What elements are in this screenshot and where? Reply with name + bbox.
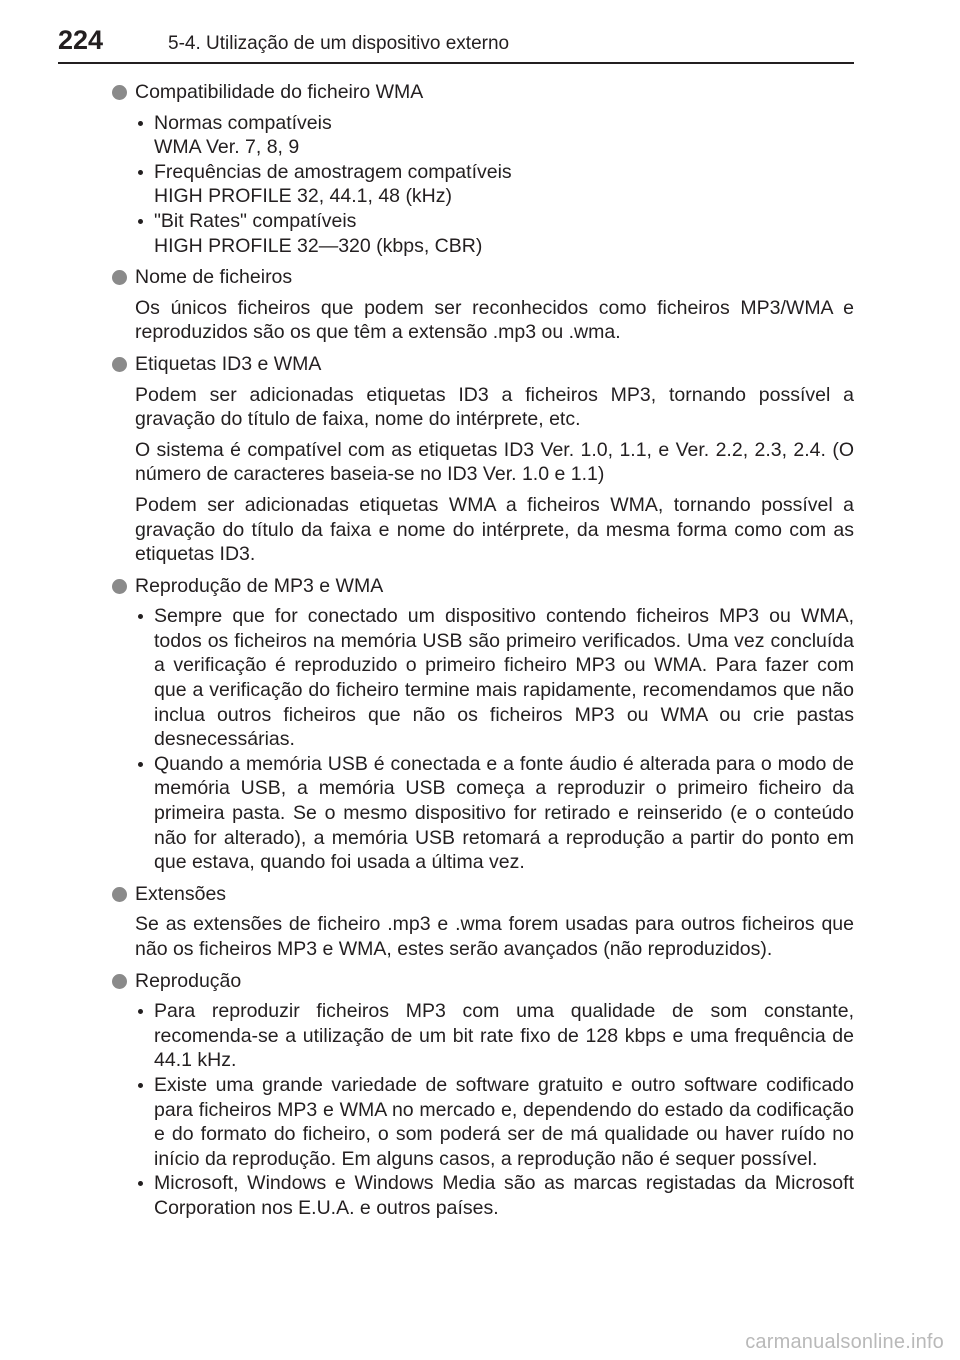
section-heading-text: Reprodução de MP3 e WMA xyxy=(135,574,384,597)
section xyxy=(112,352,854,567)
heading-bullet-icon xyxy=(112,357,127,372)
section-heading-text: Reprodução xyxy=(135,969,242,992)
item-list xyxy=(135,604,854,875)
heading-bullet-icon xyxy=(112,579,127,594)
list-bullet-icon xyxy=(138,219,143,224)
heading-bullet-icon xyxy=(112,974,127,989)
section xyxy=(112,574,854,875)
section xyxy=(112,882,854,962)
header-rule xyxy=(58,62,854,64)
section xyxy=(112,969,854,1221)
list-item xyxy=(135,209,854,258)
section-heading-text: Compatibilidade do ficheiro WMA xyxy=(135,81,424,103)
list-item xyxy=(135,999,854,1073)
page-header xyxy=(58,22,854,64)
list-bullet-icon xyxy=(138,614,143,619)
paragraph: Podem ser adicionadas etiquetas ID3 a ficheiros MP3, tornando possível a gravação do título de faixa, nome do intérprete, etc. xyxy=(135,383,854,431)
list-bullet-icon xyxy=(138,1181,143,1186)
list-item-text: Microsoft, Windows e Windows Media são as marcas registadas da Microsoft Corporation nos E.U.A. e outros países. xyxy=(154,1172,854,1219)
list-item-text: Normas compatíveis xyxy=(154,111,332,134)
section-heading-text: Extensões xyxy=(135,882,227,905)
section-heading-text: Etiquetas ID3 e WMA xyxy=(135,352,322,375)
list-bullet-icon xyxy=(138,121,143,126)
page-number: 224 xyxy=(58,25,104,55)
list-bullet-icon xyxy=(138,762,143,767)
list-item xyxy=(135,752,854,875)
list-bullet-icon xyxy=(138,1083,143,1088)
section xyxy=(112,265,854,345)
paragraph: Podem ser adicionadas etiquetas WMA a ficheiros WMA, tornando possível a gravação do título da faixa e nome do intérprete, da mesma forma como com as etiquetas ID3. xyxy=(135,493,854,566)
heading-bullet-icon xyxy=(112,270,127,285)
list-item xyxy=(135,604,854,752)
section-heading xyxy=(112,352,854,377)
list-bullet-icon xyxy=(138,1009,143,1014)
section-heading-text: Nome de ficheiros xyxy=(135,266,293,289)
section-heading xyxy=(112,882,854,907)
section-heading xyxy=(112,80,854,105)
list-item xyxy=(135,160,854,209)
list-item xyxy=(135,111,854,160)
heading-bullet-icon xyxy=(112,887,127,902)
list-item-value: WMA Ver. 7, 8, 9 xyxy=(154,136,300,159)
list-item-value: HIGH PROFILE 32, 44.1, 48 (kHz) xyxy=(154,185,453,208)
list-bullet-icon xyxy=(138,170,143,175)
watermark: carmanualsonline.info xyxy=(745,1331,944,1353)
section xyxy=(112,80,854,258)
paragraph: Os únicos ficheiros que podem ser reconhecidos como ficheiros MP3/WMA e reproduzidos são os que têm a extensão .mp3 ou .wma. xyxy=(135,296,854,344)
item-list xyxy=(135,111,854,259)
list-item-text: "Bit Rates" compatíveis xyxy=(154,209,357,232)
section-heading xyxy=(112,574,854,599)
paragraph: Se as extensões de ficheiro .mp3 e .wma forem usadas para outros ficheiros que não os ficheiros MP3 e WMA, estes serão avançados (não reproduzidos). xyxy=(135,913,854,960)
heading-bullet-icon xyxy=(112,85,127,100)
section-heading xyxy=(112,265,854,290)
list-item-text: Quando a memória USB é conectada e a fonte áudio é alterada para o modo de memória USB, a memória USB começa a reproduzir o primeiro ficheiro da primeira pasta. Se o mesmo dispositivo for retirado e reinserido (e o conteúdo não for alterado), a memória USB retomará a reprodução a partir do ponto em que estava, quando foi usada a última vez. xyxy=(154,752,854,874)
list-item xyxy=(135,1171,854,1220)
paragraph: O sistema é compatível com as etiquetas ID3 Ver. 1.0, 1.1, e Ver. 2.2, 2.3, 2.4. (O número de caracteres baseia-se no ID3 Ver. 1.0 e 1.1) xyxy=(135,438,854,486)
list-item xyxy=(135,1073,854,1171)
list-item-text: Para reproduzir ficheiros MP3 com uma qualidade de som constante, recomenda-se a utilização de um bit rate fixo de 128 kbps e uma frequência de 44.1 kHz. xyxy=(154,1000,854,1072)
list-item-text: Frequências de amostragem compatíveis xyxy=(154,160,512,183)
section-heading xyxy=(112,969,854,994)
item-list xyxy=(135,999,854,1220)
list-item-text: Existe uma grande variedade de software gratuito e outro software codificado para ficheiros MP3 e WMA no mercado e, dependendo do estado da codificação e do formato do ficheiro, o som poderá ser de má qualidade ou haver ruído no início da reprodução. Em alguns casos, a reprodução não é sequer possível. xyxy=(154,1073,854,1170)
page-content xyxy=(112,80,854,1221)
list-item-value: HIGH PROFILE 32—320 (kbps, CBR) xyxy=(154,234,483,257)
section-title: 5-4. Utilização de um dispositivo externo xyxy=(168,33,510,54)
list-item-text: Sempre que for conectado um dispositivo contendo ficheiros MP3 ou WMA, todos os ficheiros na memória USB são primeiro verificados. Uma vez concluída a verificação é reproduzido o primeiro ficheiro MP3 ou WMA. Para fazer com que a verificação do ficheiro termine mais rapidamente, recomendamos que não inclua outros ficheiros que não os ficheiros MP3 ou WMA ou crie pastas desnecessárias. xyxy=(154,605,854,751)
